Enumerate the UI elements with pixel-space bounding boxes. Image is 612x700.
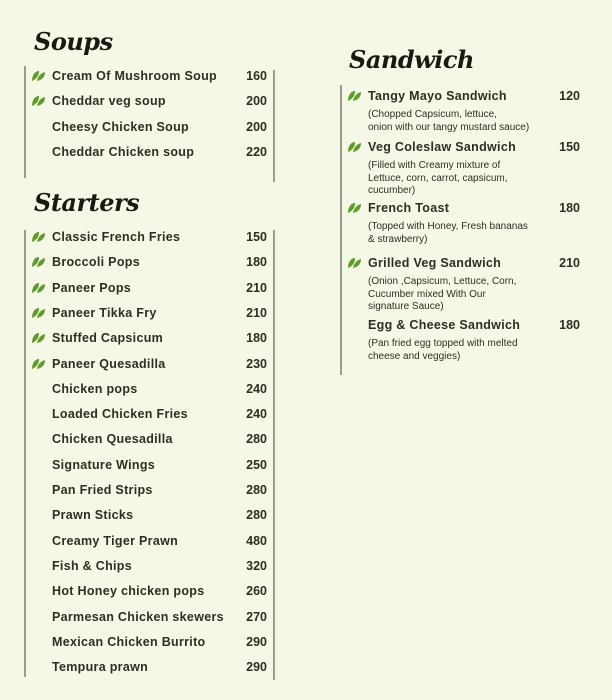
starters-title: Starters [34, 188, 140, 217]
item-name: Egg & Cheese Sandwich [368, 318, 521, 332]
item-description [368, 160, 558, 198]
description-line: (Pan fried egg topped with melted [368, 338, 518, 349]
item-price: 320 [246, 558, 267, 573]
description-line: Cucumber mixed With Our [368, 288, 486, 300]
item-name: Creamy Tiger Prawn [52, 533, 179, 548]
item-name: Prawn Sticks [52, 508, 134, 523]
menu-item-chicken-pops [31, 382, 138, 396]
description-line: (Topped with Honey, Fresh bananas [368, 221, 528, 232]
menu-item-creamy-tiger-prawn [31, 534, 178, 548]
item-name: Fish & Chips [52, 558, 132, 573]
starters-divider [24, 230, 26, 677]
item-name: Classic French Fries [52, 230, 181, 244]
menu-item-stuffed-capsicum [31, 331, 163, 345]
menu-item-paneer-pops [31, 281, 131, 295]
menu-item-mexican-chicken-burrito [31, 635, 205, 649]
menu-item-fish-chips [31, 559, 132, 573]
description-line: & strawberry) [368, 233, 428, 245]
item-price: 280 [246, 508, 267, 523]
menu-item-broccoli-pops [31, 255, 140, 269]
description-line: cheese and veggies) [368, 350, 461, 362]
item-description [368, 338, 558, 363]
item-price: 230 [246, 356, 267, 371]
item-price: 250 [246, 457, 267, 472]
item-price: 210 [246, 305, 267, 320]
leaf-icon [31, 332, 46, 344]
description-line: (Chopped Capsicum, lettuce, [368, 109, 497, 120]
menu-item-tempura-prawn [31, 660, 148, 674]
menu-item-prawn-sticks [31, 508, 133, 522]
item-name: Cheddar Chicken soup [52, 144, 195, 159]
item-price: 240 [246, 407, 267, 422]
menu-item-grilled-veg-sandwich [347, 256, 501, 270]
sandwich-title: Sandwich [349, 45, 474, 74]
item-name: Loaded Chicken Fries [52, 407, 188, 422]
leaf-icon [31, 256, 46, 268]
menu-item-tangy-mayo-sandwich [347, 89, 507, 103]
menu-item-paneer-tikka-fry [31, 306, 157, 320]
leaf-icon [347, 141, 362, 153]
item-name: Broccoli Pops [52, 255, 140, 270]
item-name: Paneer Pops [52, 280, 132, 295]
leaf-icon [31, 307, 46, 319]
item-name: Cheddar veg soup [52, 94, 166, 109]
item-name: Grilled Veg Sandwich [368, 256, 502, 270]
leaf-icon [347, 90, 362, 102]
item-price: 480 [246, 533, 267, 548]
item-name: Chicken pops [52, 381, 138, 396]
menu-item-egg-cheese-sandwich [347, 318, 520, 332]
menu-item-chicken-quesadilla [31, 432, 173, 446]
menu-item-hot-honey-chicken-pops [31, 584, 204, 598]
item-name: Stuffed Capsicum [52, 331, 164, 346]
item-price: 210 [246, 280, 267, 295]
item-price: 160 [246, 69, 267, 83]
item-price: 150 [559, 140, 580, 154]
menu-item-veg-coleslaw-sandwich [347, 140, 516, 154]
item-name: Cream Of Mushroom Soup [52, 69, 217, 83]
item-name: French Toast [368, 201, 450, 215]
soups-divider-right [273, 70, 275, 182]
menu-item-cheddar-veg-soup [31, 94, 166, 108]
item-description [368, 276, 558, 314]
starters-divider-right [273, 230, 275, 680]
leaf-icon [31, 95, 46, 107]
description-line: cucumber) [368, 185, 416, 196]
leaf-icon [347, 202, 362, 214]
item-price: 180 [559, 318, 580, 332]
item-name: Paneer Tikka Fry [52, 305, 157, 320]
menu-item-french-toast [347, 201, 449, 215]
item-price: 150 [246, 230, 267, 244]
leaf-icon [31, 70, 46, 82]
leaf-icon [31, 358, 46, 370]
leaf-icon [31, 231, 46, 243]
item-description [368, 109, 558, 134]
menu-item-pan-fried-strips [31, 483, 153, 497]
item-price: 260 [246, 584, 267, 599]
leaf-icon [31, 282, 46, 294]
menu-item-cheddar-chicken-soup [31, 145, 194, 159]
description-line: onion with our tangy mustard sauce) [368, 121, 530, 133]
item-name: Chicken Quesadilla [52, 432, 173, 447]
description-line: (Onion ,Capsicum, Lettuce, Corn, [368, 276, 517, 287]
menu-item-signature-wings [31, 458, 155, 472]
description-line: (Filled with Creamy mixture of [368, 160, 501, 171]
description-line: Lettuce, corn, carrot, capsicum, [368, 172, 508, 184]
item-name: Cheesy Chicken Soup [52, 119, 189, 134]
item-description [368, 221, 558, 246]
item-name: Pan Fried Strips [52, 483, 153, 497]
item-price: 280 [246, 432, 267, 447]
menu-item-classic-french-fries [31, 230, 180, 244]
soups-title: Soups [34, 27, 113, 56]
item-price: 180 [559, 201, 580, 215]
item-name: Paneer Quesadilla [52, 356, 166, 371]
item-name: Tempura prawn [52, 660, 149, 675]
item-price: 120 [559, 89, 580, 103]
item-name: Hot Honey chicken pops [52, 584, 205, 599]
item-price: 210 [559, 256, 580, 270]
item-price: 240 [246, 381, 267, 396]
sandwich-divider [340, 85, 342, 375]
item-price: 270 [246, 609, 267, 624]
item-price: 180 [246, 331, 267, 346]
menu-item-paneer-quesadilla [31, 357, 166, 371]
menu-item-parmesan-chicken-skewers [31, 610, 224, 624]
leaf-icon [347, 257, 362, 269]
item-price: 180 [246, 255, 267, 270]
soups-divider [24, 66, 26, 178]
item-price: 280 [246, 483, 267, 497]
item-name: Mexican Chicken Burrito [52, 634, 206, 649]
item-name: Signature Wings [52, 457, 156, 472]
menu-item-cheesy-chicken-soup [31, 120, 189, 134]
menu-item-loaded-chicken-fries [31, 407, 188, 421]
item-name: Tangy Mayo Sandwich [368, 89, 507, 103]
item-price: 290 [246, 660, 267, 675]
description-line: signature Sauce) [368, 301, 444, 312]
item-price: 200 [246, 94, 267, 109]
menu-item-cream-of-mushroom-soup [31, 69, 217, 83]
item-name: Parmesan Chicken skewers [52, 609, 224, 624]
item-price: 200 [246, 119, 267, 134]
item-price: 290 [246, 634, 267, 649]
item-name: Veg Coleslaw Sandwich [368, 140, 517, 154]
item-price: 220 [246, 144, 267, 159]
